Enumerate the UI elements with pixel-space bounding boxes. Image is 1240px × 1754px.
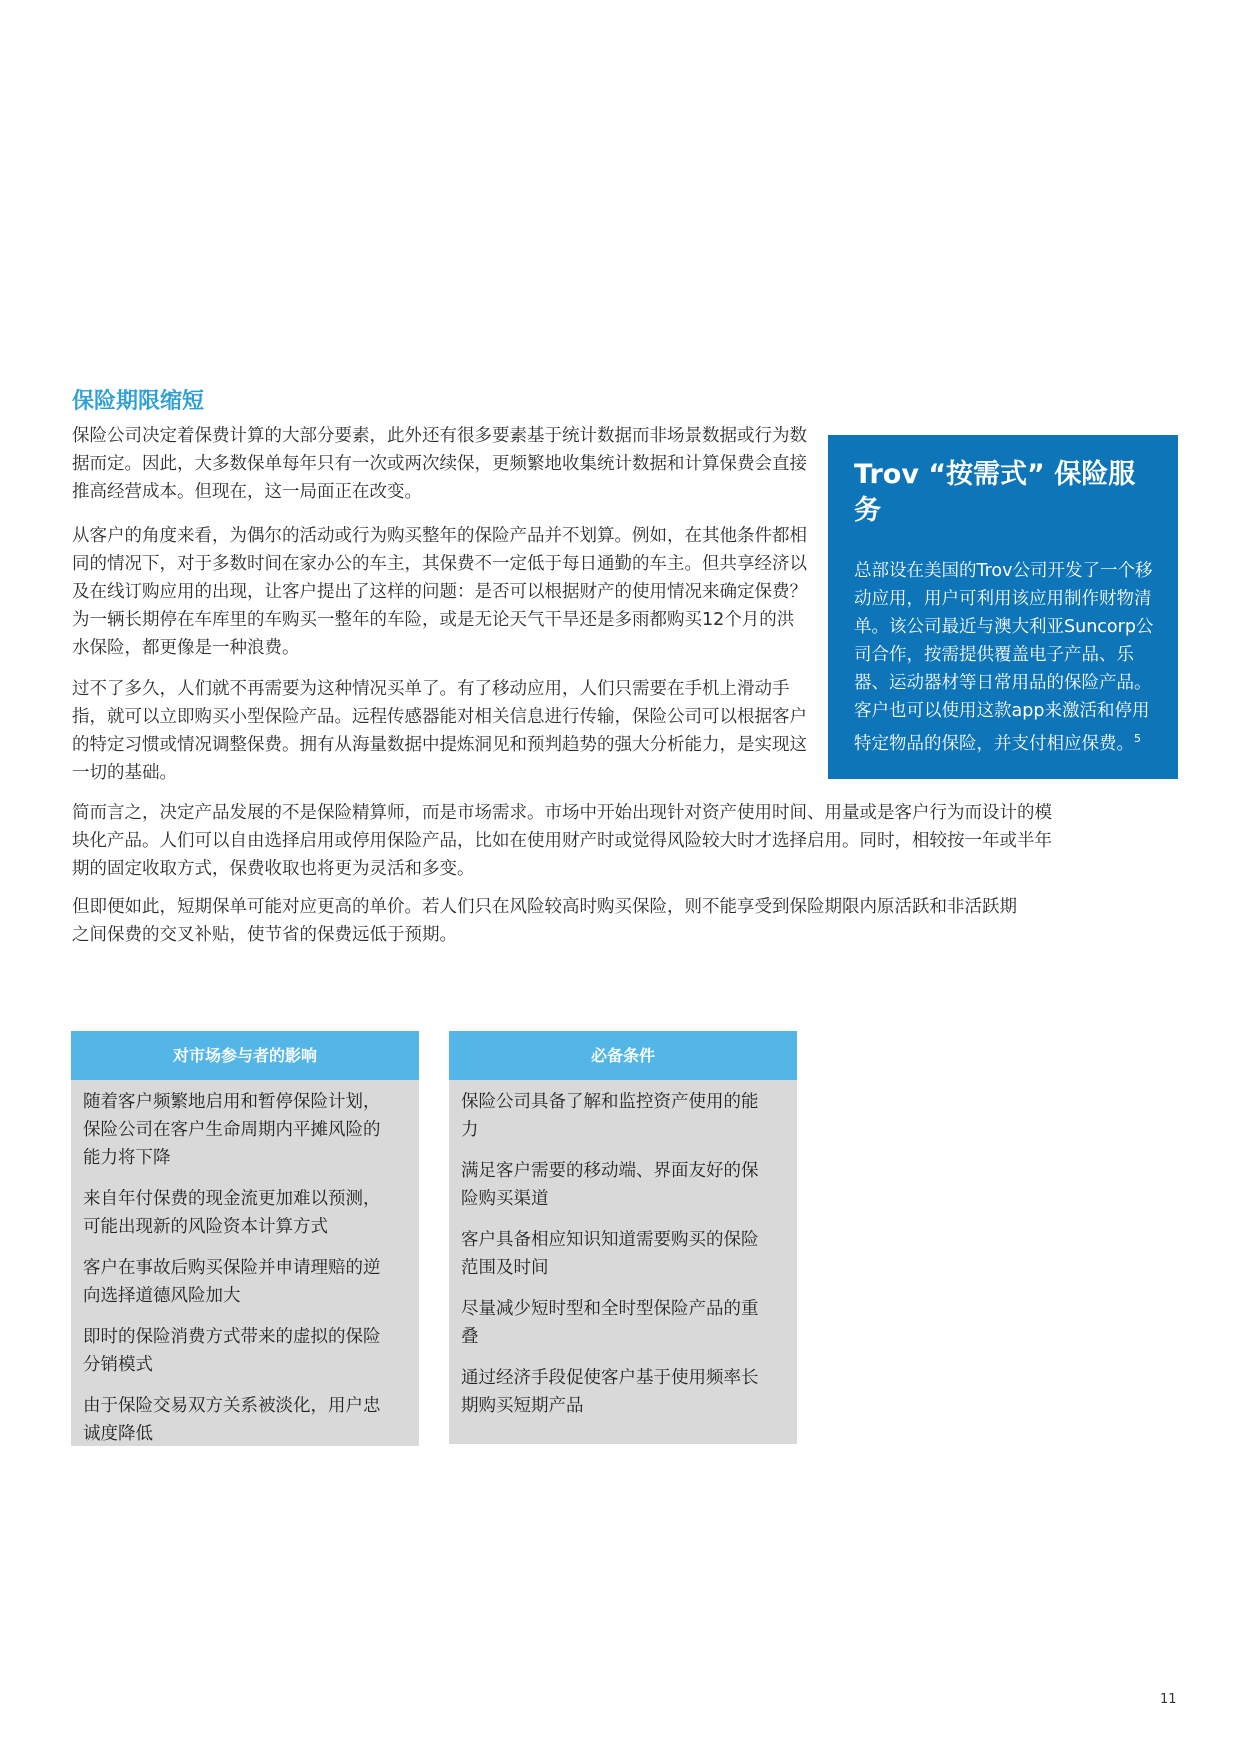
body-paragraph-5: 但即便如此，短期保单可能对应更高的单价。若人们只在风险较高时购买保险，则不能享受到保险期限内原活跃和非活跃期之间保费的交叉补贴，使节省的保费远低于预期。 — [72, 897, 1017, 945]
requirements-list — [449, 1080, 797, 1445]
sidebar-footnote: 5 — [1134, 732, 1141, 745]
impact-item: 由于保险交易双方关系被淡化，用户忠诚度降低 — [83, 1396, 381, 1444]
impact-item: 客户在事故后购买保险并申请理赔的逆向选择道德风险加大 — [83, 1258, 381, 1306]
body-paragraph-1: 保险公司决定着保费计算的大部分要素，此外还有很多要素基于统计数据而非场景数据或行为数据而定。因此，大多数保单每年只有一次或两次续保，更频繁地收集统计数据和计算保费会直接推高经营成本。但现在，这一局面正在改变。 — [72, 426, 807, 502]
body-paragraph-4: 简而言之，决定产品发展的不是保险精算师，而是市场需求。市场中开始出现针对资产使用时间、用量或是客户行为而设计的模块化产品。人们可以自由选择启用或停用保险产品，比如在使用财产时或觉得风险较大时才选择启用。同时，相较按一年或半年期的固定收取方式，保费收取也将更为灵活和多变。 — [72, 803, 1052, 879]
page-number: 11 — [1160, 1692, 1177, 1707]
impact-list — [71, 1080, 419, 1473]
impact-item: 随着客户频繁地启用和暂停保险计划，保险公司在客户生命周期内平摊风险的能力将下降 — [83, 1092, 381, 1168]
requirements-table — [449, 1031, 797, 1444]
body-paragraph-3: 过不了多久，人们就不再需要为这种情况买单了。有了移动应用，人们只需要在手机上滑动手指，就可以立即购买小型保险产品。远程传感器能对相关信息进行传输，保险公司可以根据客户的特定习惯或情况调整保费。拥有从海量数据中提炼洞见和预判趋势的强大分析能力，是实现这一切的基础。 — [72, 679, 807, 783]
requirements-table-header: 必备条件 — [449, 1031, 797, 1080]
sidebar-title: Trov “按需式” 保险服务 — [854, 459, 1136, 526]
impact-table-header: 对市场参与者的影响 — [71, 1031, 419, 1080]
requirement-item: 通过经济手段促使客户基于使用频率长期购买短期产品 — [461, 1368, 759, 1416]
impact-item: 来自年付保费的现金流更加难以预测，可能出现新的风险资本计算方式 — [83, 1189, 381, 1237]
requirement-item: 尽量减少短时型和全时型保险产品的重叠 — [461, 1299, 759, 1347]
impact-table — [71, 1031, 419, 1446]
requirement-item: 满足客户需要的移动端、界面友好的保险购买渠道 — [461, 1161, 759, 1209]
trov-case-sidebar — [828, 435, 1178, 779]
requirement-item: 保险公司具备了解和监控资产使用的能力 — [461, 1092, 759, 1140]
requirement-item: 客户具备相应知识知道需要购买的保险范围及时间 — [461, 1230, 759, 1278]
section-title: 保险期限缩短 — [72, 389, 205, 414]
sidebar-body-text: 总部设在美国的Trov公司开发了一个移动应用，用户可利用该应用制作财物清单。该公司最近与澳大利亚Suncorp公司合作，按需提供覆盖电子产品、乐器、运动器材等日常用品的保险产品。客户也可以使用这款app来激活和停用特定物品的保险，并支付相应保费。 — [854, 561, 1154, 754]
body-paragraph-2: 从客户的角度来看，为偶尔的活动或行为购买整年的保险产品并不划算。例如，在其他条件都相同的情况下，对于多数时间在家办公的车主，其保费不一定低于每日通勤的车主。但共享经济以及在线订购应用的出现，让客户提出了这样的问题：是否可以根据财产的使用情况来确定保费？为一辆长期停在车库里的车购买一整年的车险，或是无论天气干旱还是多雨都购买12个月的洪水保险，都更像是一种浪费。 — [72, 526, 807, 658]
impact-item: 即时的保险消费方式带来的虚拟的保险分销模式 — [83, 1327, 381, 1375]
sidebar-body — [854, 557, 1154, 758]
